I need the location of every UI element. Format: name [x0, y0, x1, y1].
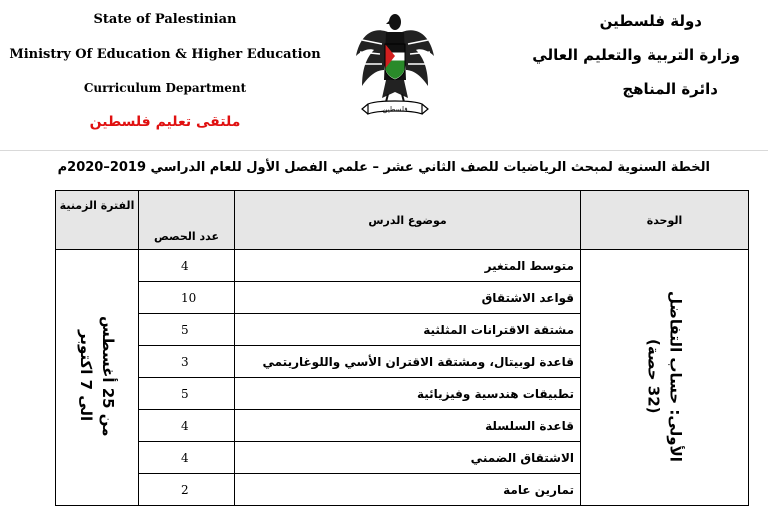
lesson-count: 4	[139, 250, 235, 282]
lesson-count: 2	[139, 474, 235, 506]
forum-watermark-text: ملتقى تعليم فلسطين	[89, 114, 241, 130]
header-ministry-name: Ministry Of Education & Higher Education	[9, 47, 321, 62]
header-separator	[0, 150, 768, 151]
column-header-unit: الوحدة	[581, 191, 749, 250]
unit-cell	[581, 250, 749, 506]
period-end: الى 7 اكتوبر	[77, 330, 95, 422]
header-state-name: State of Palestinian	[93, 12, 237, 27]
column-header-period: الفترة الزمنية	[56, 191, 139, 250]
lesson-topic: تطبيقات هندسية وفيزيائية	[235, 378, 581, 410]
lesson-topic: قاعدة لوبيتال، ومشتقة الاقتران الأسي واللوغاريتمي	[235, 346, 581, 378]
header-ministry-name-ar: وزارة التربية والتعليم العالي	[532, 46, 740, 64]
lesson-topic: الاشتقاق الضمني	[235, 442, 581, 474]
column-header-topic: موضوع الدرس	[235, 191, 581, 250]
period-cell	[56, 250, 139, 506]
lesson-topic: مشتقة الاقترانات المثلثية	[235, 314, 581, 346]
unit-lesson-total: (32 حصة)	[644, 338, 663, 414]
lesson-topic: قواعد الاشتقاق	[235, 282, 581, 314]
lesson-count: 5	[139, 378, 235, 410]
unit-name: الأولى: حساب التفاضل	[666, 290, 685, 462]
lesson-count: 10	[139, 282, 235, 314]
lesson-topic: تمارين عامة	[235, 474, 581, 506]
emblem-caption: فلسطين	[382, 105, 408, 114]
lesson-count: 4	[139, 442, 235, 474]
unit-label	[643, 291, 687, 462]
palestine-eagle-emblem-icon	[352, 10, 438, 128]
lesson-count: 3	[139, 346, 235, 378]
header-department-name: Curriculum Department	[83, 81, 247, 95]
lesson-topic: متوسط المتغير	[235, 250, 581, 282]
lesson-count: 4	[139, 410, 235, 442]
lesson-count: 5	[139, 314, 235, 346]
plan-title: الخطة السنوية لمبحث الرياضيات للصف الثاني عشر – علمي الفصل الأول للعام الدراسي 2019–2020م	[57, 160, 710, 175]
header-state-name-ar: دولة فلسطين	[599, 12, 702, 30]
annual-plan-table	[55, 190, 749, 506]
table-row	[56, 250, 749, 282]
column-header-count: عدد الحصص	[139, 191, 235, 250]
header-department-name-ar: دائرة المناهج	[622, 80, 718, 98]
period-label	[75, 316, 119, 437]
period-start: من 25 أغسطس	[99, 315, 117, 437]
lesson-topic: قاعدة السلسلة	[235, 410, 581, 442]
table-header-row	[56, 191, 749, 250]
